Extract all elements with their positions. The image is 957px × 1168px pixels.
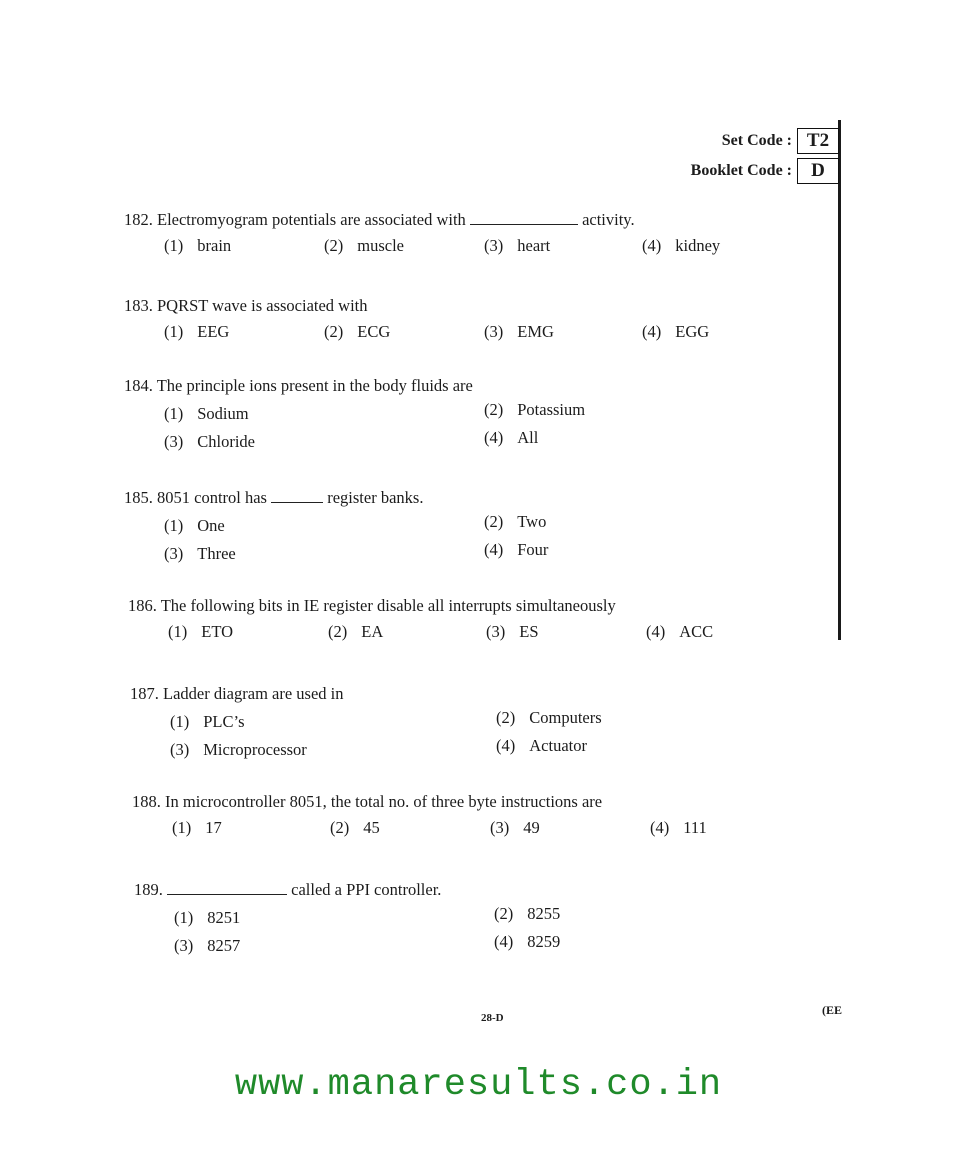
corner-text: (EE: [822, 1003, 843, 1017]
option-2[interactable]: (2) muscle: [324, 236, 404, 255]
question-number: 187.: [130, 684, 159, 703]
option-4[interactable]: (4) kidney: [642, 236, 721, 255]
question-185: [124, 486, 744, 566]
question-text: called a PPI controller.: [291, 880, 442, 899]
option-1[interactable]: (1) PLC’s: [170, 712, 245, 731]
question-188: [132, 790, 752, 842]
option-4[interactable]: (4) Actuator: [496, 736, 587, 755]
question-stem: [128, 594, 748, 618]
option-2[interactable]: (2) Potassium: [484, 400, 586, 419]
options-grid: [124, 398, 744, 454]
options-row: [124, 318, 744, 346]
booklet-code-value: D: [797, 158, 839, 184]
booklet-code-row: [691, 156, 839, 186]
question-text: The principle ions present in the body fluids are: [156, 376, 473, 395]
option-2[interactable]: (2) 45: [330, 818, 380, 837]
option-3[interactable]: (3) 8257: [174, 936, 241, 955]
question-number: 184.: [124, 376, 153, 395]
watermark-url[interactable]: www.manaresults.co.in: [234, 1064, 723, 1106]
option-3[interactable]: (3) Chloride: [164, 432, 255, 451]
set-code-label: Set Code :: [721, 132, 792, 149]
question-text-end: activity.: [582, 210, 635, 229]
question-stem: [130, 682, 750, 706]
options-grid: [124, 510, 744, 566]
option-2[interactable]: (2) Computers: [496, 708, 602, 727]
page-edge-line: [838, 120, 841, 640]
option-2[interactable]: (2) EA: [328, 622, 384, 641]
question-stem: [124, 294, 744, 318]
options-grid: [130, 706, 750, 762]
option-1[interactable]: (1) ETO: [168, 622, 234, 641]
option-1[interactable]: (1) EEG: [164, 322, 230, 341]
options-row: [132, 814, 752, 842]
question-182: [124, 208, 744, 260]
question-text: Electromyogram potentials are associated with: [157, 210, 466, 229]
question-number: 182.: [124, 210, 153, 229]
option-1[interactable]: (1) brain: [164, 236, 232, 255]
option-3[interactable]: (3) 49: [490, 818, 540, 837]
question-187: [130, 682, 750, 762]
option-3[interactable]: (3) heart: [484, 236, 551, 255]
option-2[interactable]: (2) Two: [484, 512, 547, 531]
question-stem: [124, 374, 744, 398]
question-stem: [132, 790, 752, 814]
question-186: [128, 594, 748, 646]
code-block: [691, 126, 839, 186]
question-text: The following bits in IE register disable all interrupts simultaneously: [160, 596, 616, 615]
question-text: Ladder diagram are used in: [163, 684, 344, 703]
question-stem: [124, 208, 744, 232]
option-3[interactable]: (3) ES: [486, 622, 539, 641]
set-code-row: [691, 126, 839, 156]
option-1[interactable]: (1) One: [164, 516, 225, 535]
question-184: [124, 374, 744, 454]
option-2[interactable]: (2) ECG: [324, 322, 391, 341]
option-1[interactable]: (1) 8251: [174, 908, 241, 927]
set-code-value: T2: [797, 128, 839, 154]
options-row: [128, 618, 748, 646]
options-row: [124, 232, 744, 260]
question-number: 186.: [128, 596, 157, 615]
question-189: [134, 878, 754, 958]
option-4[interactable]: (4) EGG: [642, 322, 710, 341]
option-3[interactable]: (3) Microprocessor: [170, 740, 307, 759]
question-stem: [134, 878, 754, 902]
answer-blank: [470, 210, 578, 225]
question-text-end: register banks.: [327, 488, 424, 507]
question-stem: [124, 486, 744, 510]
option-4[interactable]: (4) 111: [650, 818, 707, 837]
question-text: PQRST wave is associated with: [157, 296, 368, 315]
option-1[interactable]: (1) 17: [172, 818, 222, 837]
question-183: [124, 294, 744, 346]
answer-blank: [167, 880, 287, 895]
option-1[interactable]: (1) Sodium: [164, 404, 249, 423]
question-text: In microcontroller 8051, the total no. of three byte instructions are: [165, 792, 603, 811]
question-number: 185.: [124, 488, 153, 507]
options-grid: [134, 902, 754, 958]
question-number: 183.: [124, 296, 153, 315]
option-3[interactable]: (3) EMG: [484, 322, 554, 341]
question-text: 8051 control has: [157, 488, 267, 507]
booklet-code-label: Booklet Code :: [690, 162, 792, 179]
question-number: 189.: [134, 880, 163, 899]
option-4[interactable]: (4) All: [484, 428, 539, 447]
page-code: 28-D: [481, 1012, 504, 1024]
option-4[interactable]: (4) Four: [484, 540, 549, 559]
option-3[interactable]: (3) Three: [164, 544, 236, 563]
option-4[interactable]: (4) 8259: [494, 932, 561, 951]
question-number: 188.: [132, 792, 161, 811]
answer-blank: [271, 488, 323, 503]
option-2[interactable]: (2) 8255: [494, 904, 561, 923]
option-4[interactable]: (4) ACC: [646, 622, 714, 641]
